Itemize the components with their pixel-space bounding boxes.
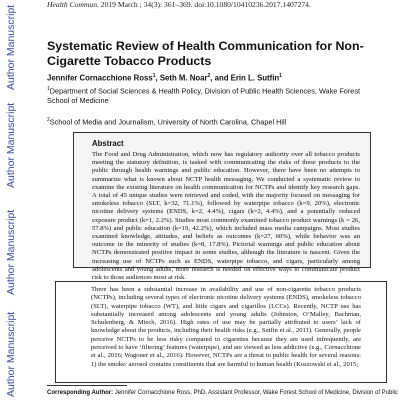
author-manuscript-watermark: Author Manuscript (5, 311, 17, 397)
author-manuscript-watermark: Author Manuscript (5, 4, 17, 90)
author-manuscript-watermark: Author Manuscript (5, 102, 17, 189)
author-name: Jennifer Cornacchione Ross (47, 73, 153, 83)
author-manuscript-sidebar (0, 0, 22, 400)
corresponding-author-footnote (47, 390, 399, 396)
author-manuscript-watermark: Author Manuscript (5, 209, 17, 296)
footnote-label: Corresponding Author: (47, 390, 114, 396)
footnote-text: Jennifer Cornacchione Ross, PhD, Assistant Professor, Wake Forest School of Medicine, Division of Public (113, 390, 399, 396)
footnote-divider (47, 385, 127, 386)
author-list: Jennifer Cornacchione Ross$^1$, Seth M. Noar$^2$, and Erin L. Sutfin$^1$ (47, 73, 282, 83)
author-affiliation-marker: 2 (207, 73, 211, 79)
author-name: Erin L. Sutfin (230, 73, 280, 83)
body-text-box (55, 281, 387, 383)
abstract-box (73, 132, 371, 282)
journal-citation (47, 0, 311, 9)
body-paragraph: There has been a substantial increase in availability and use of non-cigarette tobacco products (NCTPs), including several types of electronic nicotine delivery systems (ENDS), smokeless tobacco (SLT), waterpipe tobacco (WT), and little cigars and cigarillos (LCCs). Recently, NCTP use has substantially increased among adolescents and young adults (Johnston, O’Malley, Bachman, Schulenberg, & Miech, 2016). High rates of use may be partially attributed to users’ lack of knowledge about the products, including their health risks (e.g., Sutfin et al., 2011). Generally, people perceive NCTPs to be less risky compared to cigarettes because they are used infrequently, are perceived to have ‘filtering’ features (waterpipe), and are viewed as less addictive (e.g., Cornacchione et al., 2016; Wagoner et al., 2016). However, NCTPs are a threat to public health for several reasons: 1) the smoke/ aerosol contains constituents that are harmful to human health (Koszowski et al., 2015; (91, 286, 361, 368)
affiliation-marker: 1 (47, 86, 50, 92)
author-affiliation-marker: 1 (279, 73, 282, 79)
abstract-heading: Abstract (92, 139, 124, 148)
affiliation-text: School of Media and Journalism, University of North Carolina, Chapel Hill (49, 117, 287, 127)
abstract-text: The Food and Drug Administration, which now has regulatory authority over all tobacco products meeting the statutory definition, is tasked with communicating the risks of these products to the public through health warnings and public education. However, there have been no attempts to summarize what is known about NCTP health messaging. We conducted a systematic review to examine the existing literature on health communication for NCTPs and identify key research gaps. A total of 45 unique studies were retrieved and coded, with the majority focused on messaging for smokeless tobacco (SLT, k=32, 71.1%), followed by waterpipe tobacco (k=9, 20%), electronic nicotine delivery systems (ENDS, k=2, 4.4%), cigars (k=2, 4.4%), and a potentially reduced exposure product (k=1, 2.2%). Studies most commonly examined tobacco product warnings (k = 26, 57.8%) and public education (k=19, 42.2%), which included mass media campaigns. Most studies examined knowledge, attitudes, and beliefs as outcomes (k=27, 60%), while behavior was an outcome in the minority of studies (k=8, 17.8%). Pictorial warnings and public education about NCTPs demonstrated positive impact in some studies, although the literature is nascent. Given the increasing use of NCTPs such as ENDS, waterpipe tobacco, and cigars, particularly among adolescents and young adults, more research is needed on effective ways to communicate product risk to those audiences most at risk. (92, 151, 360, 282)
affiliation (47, 116, 367, 127)
affiliation-marker: 2 (47, 117, 50, 123)
article-title: Systematic Review of Health Communication for Non-Cigarette Tobacco Products (47, 39, 364, 68)
citation-details: 2019 March ; 34(3): 361–369. doi:10.1080/10410236.2017.1407274. (98, 0, 311, 9)
citation-journal: Health Commun. (47, 0, 99, 9)
author-name: Seth M. Noar (159, 73, 208, 83)
affiliation-text: Department of Social Sciences & Health Policy, Division of Public Health Sciences, Wake Forest School of Medicine (47, 86, 361, 105)
affiliation (47, 85, 367, 105)
author-affiliation-marker: 1 (152, 73, 156, 79)
